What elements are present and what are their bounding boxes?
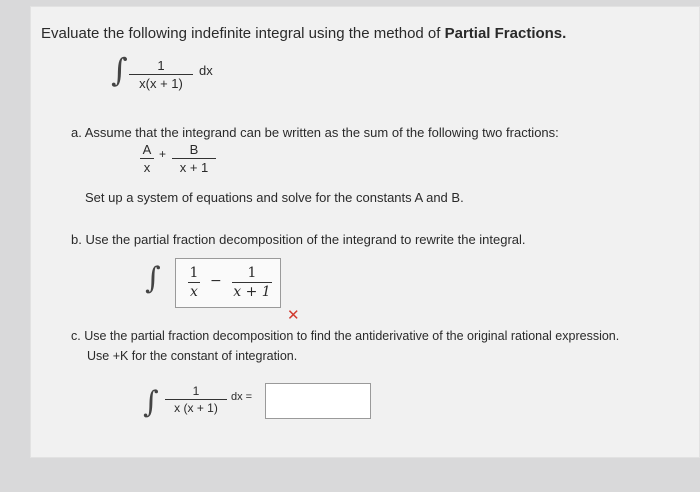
minus-sign: − <box>210 273 222 289</box>
part-c-integral-sign: ∫ <box>143 385 159 420</box>
plus-sign: + <box>159 147 167 161</box>
term-1-fraction: 1 x <box>189 265 199 300</box>
prompt-lead: Evaluate the following indefinite integral using the method of <box>41 25 441 42</box>
part-b-integral-sign: ∫ <box>145 261 161 296</box>
part-c-fraction: 1 x (x + 1) <box>165 385 227 414</box>
part-a-instruction: Set up a system of equations and solve for the constants A and B. <box>85 190 464 205</box>
incorrect-icon: ✕ <box>287 306 300 324</box>
integral-dx: dx <box>199 63 213 78</box>
part-c-text: c. Use the partial fraction decomposition to find the antiderivative of the original rational expression. <box>71 329 620 343</box>
part-c-dx-equals: dx = <box>231 391 253 403</box>
part-a-text: a. Assume that the integrand can be written as the sum of the following two fractions: <box>71 125 559 140</box>
part-b-text: b. Use the partial fraction decomposition of the integrand to rewrite the integral. <box>71 232 526 247</box>
integral-sign: ∫ <box>111 51 128 89</box>
question-card <box>30 6 700 458</box>
integrand-numerator: 1 <box>157 58 165 73</box>
part-c-note: Use +K for the constant of integration. <box>87 349 298 363</box>
prompt-method: Partial Fractions. <box>444 25 567 42</box>
fraction-b: B x + 1 <box>172 143 216 174</box>
integrand-denominator: x(x + 1) <box>139 76 183 91</box>
rewrite-answer-box[interactable] <box>175 258 281 308</box>
question-prompt <box>41 25 566 42</box>
antiderivative-answer-input[interactable] <box>265 383 371 419</box>
integrand-fraction <box>129 59 193 90</box>
term-2-fraction: 1 x + 1 <box>233 265 271 300</box>
fraction-a: A x <box>140 143 154 174</box>
